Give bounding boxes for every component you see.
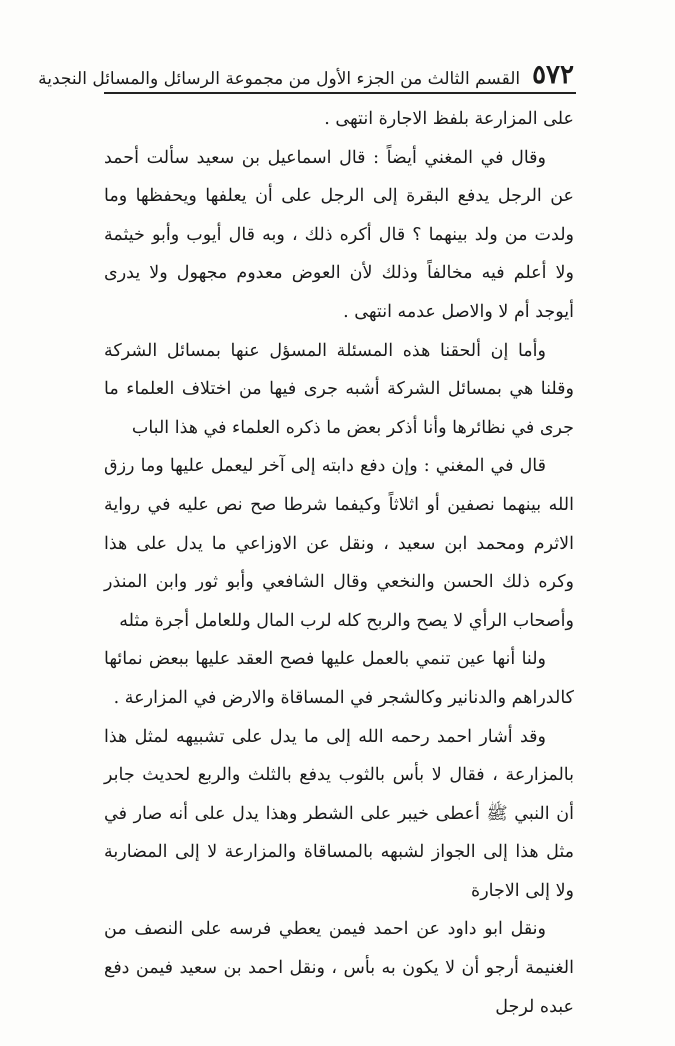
- running-title: القسم الثالث من الجزء الأول من مجموعة الرسائل والمسائل النجدية: [38, 69, 521, 89]
- paragraph-3: وأما إن ألحقنا هذه المسئلة المسؤل عنها بمسائل الشركة وقلنا هي بمسائل الشركة أشبه جرى فيها من اختلاف العلماء ما جرى في نظائرها وأنا أذكر بعض ما ذكره العلماء في هذا الباب: [104, 340, 574, 438]
- paragraph-2: وقال في المغني أيضاً : قال اسماعيل بن سعيد سألت أحمد عن الرجل يدفع البقرة إلى الرجل على أن يعلفها ويحفظها وما ولدت من ولد بينهما ؟ قال أكره ذلك ، وبه قال أيوب وأبو خيثمة ولا أعلم فيه مخالفاً وذلك لأن العوض معدوم مجهول ولا يدرى أيوجد أم لا والاصل عدمه انتهى .: [104, 147, 574, 322]
- paragraph-7: ونقل ابو داود عن احمد فيمن يعطي فرسه على النصف من الغنيمة أرجو أن لا يكون به بأس ، ونقل احمد بن سعيد فيمن دفع عبده لرجل: [104, 919, 574, 1017]
- paragraph-4: قال في المغني : وإن دفع دابته إلى آخر ليعمل عليها وما رزق الله بينهما نصفين أو اثلاثاً وكيفما شرطا صح نص عليه في رواية الاثرم ومحمد ابن سعيد ، ونقل عن الاوزاعي ما يدل على هذا وكره ذلك الحسن والنخعي وقال الشافعي وأبو ثور وابن المنذر وأصحاب الرأي لا يصح والربح كله لرب المال وللعامل أجرة مثله: [104, 456, 574, 631]
- header-divider: [104, 92, 576, 94]
- page-header: [38, 48, 574, 90]
- page-number: ٥٧٢: [532, 60, 574, 90]
- paragraph-5: ولنا أنها عين تنمي بالعمل عليها فصح العقد عليها ببعض نمائها كالدراهم والدنانير وكالشجر في المساقاة والارض في المزارعة .: [104, 649, 574, 708]
- body-text: [104, 100, 574, 1026]
- paragraph-1: على المزارعة بلفظ الاجارة انتهى .: [324, 109, 574, 129]
- paragraph-6: وقد أشار احمد رحمه الله إلى ما يدل على تشبيهه لمثل هذا بالمزارعة ، فقال لا بأس بالثوب يدفع بالثلث والربع لحديث جابر أن النبي ﷺ أعطى خيبر على الشطر وهذا يدل على أنه صار في مثل هذا إلى الجواز لشبهه بالمساقاة والمزارعة لا إلى المضاربة ولا إلى الاجارة: [104, 726, 574, 901]
